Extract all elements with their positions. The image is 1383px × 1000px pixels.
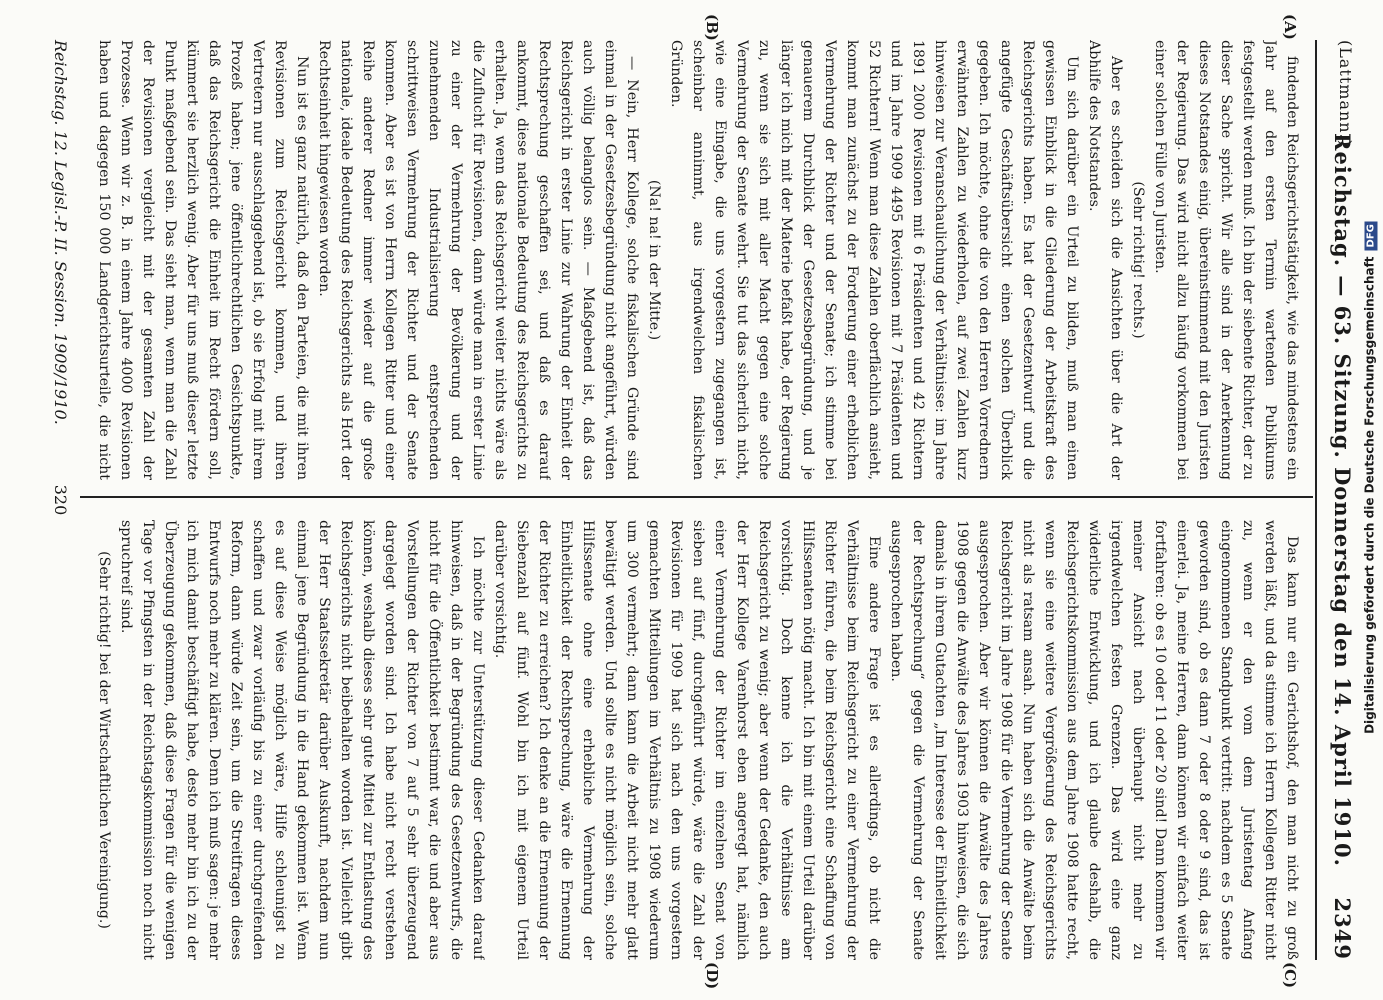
paragraph: — Nein, Herr Kollege, solche fiskalischen Gründe sind einmal in der Gesetzesbegründung nicht angeführt, würden auch völlig belanglos sein. — Maßgebend ist, daß das Reichsgericht in erster Linie zur Wahrung der Einheit der Rechtsprechung geschaffen sei, und daß es darauf ankommt, diese nationale Bedeutung des Reichsgerichts zu erhalten. Ja, wenn das Reichsgericht weiter nichts wäre als die Zuflucht für Revisionen, dann würde man in erster Linie zu einer der Vermehrung der Bevölkerung und der zunehmenden Industrialisierung entsprechenden schrittweisen Vermehrung der Richter und der Senate kommen. Aber es ist von Herrn Kollegen Ritter und einer Reihe anderer Redner immer wieder auf die große nationale, ideale Bedeutung des Reichsgerichts als Hort der Rechtseinheit hingewiesen worden. [316, 40, 640, 480]
column-divider [80, 496, 1313, 498]
margin-marker-b: (B) [703, 14, 721, 41]
dfg-logo: DFG [1365, 221, 1378, 250]
credit-text: Digitalisierung gefördert durch die Deutsche Forschungsgemeinschaft [1362, 256, 1377, 734]
page-number: 2349 [1330, 897, 1355, 960]
paragraph: Eine andere Frage ist es allerdings, ob nicht die Verhältnisse beim Reichsgericht zu einer Vermehrung der Richter führen, die beim Reichsgericht eine Schaffung von Hilfssenaten nötig macht. Ich bin mit einem Urteil darüber vorsichtig. Doch kenne ich die Verhältnisse am Reichsgericht zu wenig; aber wenn der Gedanke, den auch der Herr Kollege Varenhorst eben angeregt hat, nämlich einer Vermehrung der Richter im einzelnen Senat von sieben auf fünf, durchgeführt würde, wäre die Zahl der Revisionen für 1909 hat sich nach den uns vorgestern gemachten Mitteilungen im Verhältnis zu 1908 wiederum um 300 vermehrt; dann kann die Arbeit nicht mehr glatt bewältigt werden. Und sollte es nicht möglich sein, solche Hilfssenate ohne eine erhebliche Vermehrung der Einheitlichkeit der Rechtsprechung, wäre die Ernennung der Richter zu erreichen? Ich denke an die Ernennung der Siebenzahl auf fünf. Wohl bin ich mit eigenem Urteil darüber vorsichtig. [492, 520, 882, 960]
margin-marker-a: (A) [1281, 14, 1299, 40]
funding-credit [1363, 0, 1378, 958]
footer-number: 320 [51, 484, 70, 516]
header-rule [1315, 40, 1317, 960]
right-column [95, 520, 1303, 960]
paragraph: (Sehr richtig! rechts.) [1130, 181, 1146, 339]
footer-legislature: Reichstag. 12. Legisl.-P. II. Session. 1909/1910. [51, 40, 70, 425]
left-column [95, 40, 1303, 480]
speaker-label: (Lattmann.) [1336, 40, 1355, 147]
page-header [1315, 40, 1355, 960]
margin-marker-c: (C) [1281, 962, 1299, 989]
paragraph: findenden Reichsgerichtstätigkeit, wie das mindestens ein Jahr auf den ersten Termin wartenden Publikums festgestellt werden muß. Ich bin der siebente Richter, der zu dieser Sache spricht. Wir alle sind in der Anerkennung dieses Notstandes einig, übereinstimmend mit den Juristen der Regierung. Das wird nicht allzu häufig vorkommen bei einer solchen Fülle von Juristen. [1152, 40, 1300, 480]
page-footer [30, 40, 70, 960]
paragraph: Um sich darüber ein Urteil zu bilden, muß man einen gewissen Einblick in die Gliederung der Arbeitskraft des Reichsgerichts haben. Es hat der Gesetzentwurf und die angefügte Geschäftsübersicht einen solchen Überblick gegeben. Ich möchte, ohne die von den Herren Vorrednern erwähnten Zahlen zu wiederholen, auf zwei Zahlen kurz hinweisen zur Veranschaulichung der Verhältnisse: im Jahre 1891 2000 Revisionen mit 6 Präsidenten und 42 Richtern und im Jahre 1909 4495 Revisionen mit 7 Präsidenten und 52 Richtern! Wenn man diese Zahlen oberflächlich ansieht, kommt man zunächst zu der Forderung einer erheblichen Vermehrung der Richter und der Senate; ich stimme bei genauerem Durchblick der Gesetzesbegründung, und je länger ich mich mit der Materie befaßt habe, der Regierung zu, wenn sie sich mit aller Macht gegen eine solche Vermehrung der Senate wehrt. Sie tut das sicherlich nicht, wie eine Eingabe, die uns vorgestern zugegangen ist, scheinbar annimmt, aus irgendwelchen fiskalischen Gründen. [668, 40, 1080, 480]
paragraph: Nun ist es ganz natürlich, daß den Parteien, die mit ihren Revisionen zum Reichsgericht kommen, und ihren Vertretern nur ausschlaggebend ist, ob sie Erfolg mit ihrem Prozeß haben; jene öffentlichrechtlichen Gesichtspunkte, daß das Reichsgericht die Einheit im Recht fördern soll, kümmert sie herzlich wenig. Aber für uns muß dieser letzte Punkt maßgebend sein. Das sieht man, wenn man die Zahl der Revisionen vergleicht mit der gesamten Zahl der Prozesse. Wenn wir z. B. in einem Jahre 4000 Revisionen haben und dagegen 150 000 Landgerichtsurteile, die nicht [96, 40, 310, 480]
paragraph: (Na! na! in der Mitte.) [646, 179, 662, 341]
paragraph: Ich möchte zur Unterstützung dieser Gedanken darauf hinweisen, daß in der Begründung des Gesetzentwurfs, die nicht für die Öffentlichkeit bestimmt war, die und aber aus Vorstellungen der Richter von 7 auf 5 sehr überzeugend dargelegt worden sind. Ich habe nicht recht verstehen können, weshalb dieses sehr gute Mittel zur Entlastung des Reichsgerichts nicht beibehalten worden ist. Vielleicht gibt der Herr Staatssekretär darüber Auskunft, nachdem nun einmal jene Begründung in die Hand gekommen ist. Wenn es auf diese Weise möglich wäre, Hilfe schleunigst zu schaffen und zwar vorläufig bis zu einer durchgreifenden Reform, dann würde Zeit sein, um die Streitfragen dieses Entwurfs noch mehr zu klären. Denn ich muß sagen: je mehr ich mich damit beschäftigt habe, desto mehr bin ich zu der Überzeugung gekommen, daß diese Fragen für die wenigen Tage vor Pfingsten in der Reichstagskommission noch nicht spruchreif sind. [118, 520, 486, 960]
paragraph: Das kann nur ein Gerichtshof, den man nicht zu groß werden läßt, und da stimme ich Herrn Kollegen Ritter nicht zu, wenn er den vom dem Juristentag Anfang eingenommenen Standpunkt vertritt: nachdem es 5 Senate geworden sind, ob es dann 7 oder 8 oder 9 sind, das ist einerlei. Ja, meine Herren, dann können wir einfach weiter fortfahren: ob es 10 oder 11 oder 20 sind! Dann kommen wir meiner Ansicht nach überhaupt nicht mehr zu irgendwelchen festen Grenzen. Das wird eine ganz widerliche Entwicklung, und ich glaube deshalb, die Reichsgerichtskommission aus dem Jahre 1908 hatte recht, wenn sie eine weitere Vergrößerung des Reichsgerichts nicht als ratsam ansah. Nun haben sich die Anwälte beim Reichsgericht im Jahre 1908 für die Vermehrung der Senate ausgesprochen. Aber wir können die Anwälte des Jahres 1908 gegen die Anwälte des Jahres 1903 hinweisen, die sich damals in ihrem Gutachten „Im Interesse der Einheitlichkeit der Rechtsprechung“ gegen die Vermehrung der Senate ausgesprochen haben. [888, 520, 1300, 960]
margin-marker-d: (D) [703, 962, 721, 990]
paragraph: Aber es scheiden sich die Ansichten über die Art der Abhilfe des Notstandes. [1086, 40, 1124, 480]
paragraph: (Sehr richtig! bei der Wirtschaftlichen Vereinigung.) [96, 551, 112, 929]
credit-band [1360, 0, 1383, 1000]
page-title: Reichstag. — 63. Sitzung. Donnerstag den 14. April 1910. [1330, 133, 1355, 867]
